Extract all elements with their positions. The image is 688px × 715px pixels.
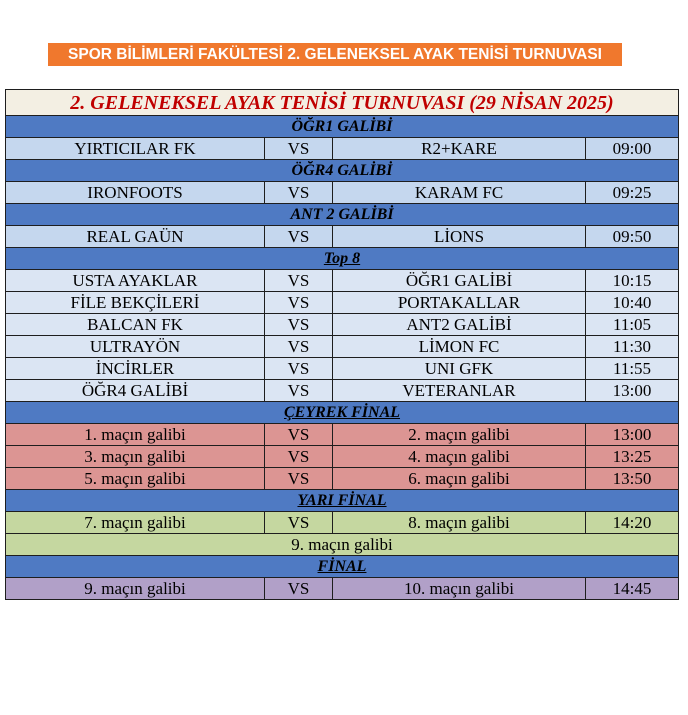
section-title bbox=[6, 248, 679, 270]
away-team: 10. maçın galibi bbox=[333, 578, 586, 600]
match-time: 10:40 bbox=[586, 292, 679, 314]
section-header-quarter-final bbox=[6, 402, 679, 424]
home-team: BALCAN FK bbox=[6, 314, 265, 336]
match-time: 14:45 bbox=[586, 578, 679, 600]
match-row bbox=[6, 424, 679, 446]
section-title-text: ÇEYREK FİNAL bbox=[283, 403, 401, 421]
match-time: 09:50 bbox=[586, 226, 679, 248]
vs-label: VS bbox=[265, 446, 333, 468]
section-title-text: Top 8 bbox=[323, 249, 361, 267]
vs-label: VS bbox=[265, 578, 333, 600]
away-team: 4. maçın galibi bbox=[333, 446, 586, 468]
away-team: ANT2 GALİBİ bbox=[333, 314, 586, 336]
match-time: 10:15 bbox=[586, 270, 679, 292]
match-row bbox=[6, 314, 679, 336]
match-time: 14:20 bbox=[586, 512, 679, 534]
section-title-text: FİNAL bbox=[317, 557, 367, 575]
vs-label: VS bbox=[265, 336, 333, 358]
away-team: R2+KARE bbox=[333, 138, 586, 160]
match-row bbox=[6, 138, 679, 160]
match-row bbox=[6, 226, 679, 248]
away-team: KARAM FC bbox=[333, 182, 586, 204]
tournament-title: 2. GELENEKSEL AYAK TENİSİ TURNUVASI (29 NİSAN 2025) bbox=[6, 90, 679, 116]
section-title bbox=[6, 402, 679, 424]
section-title: ÖĞR1 GALİBİ bbox=[6, 116, 679, 138]
vs-label: VS bbox=[265, 512, 333, 534]
home-team: 5. maçın galibi bbox=[6, 468, 265, 490]
match-row bbox=[6, 358, 679, 380]
vs-label: VS bbox=[265, 424, 333, 446]
home-team: ÖĞR4 GALİBİ bbox=[6, 380, 265, 402]
title-row bbox=[6, 90, 679, 116]
away-team: LİONS bbox=[333, 226, 586, 248]
match-row bbox=[6, 270, 679, 292]
away-team: PORTAKALLAR bbox=[333, 292, 586, 314]
home-team: 9. maçın galibi bbox=[6, 578, 265, 600]
match-time: 13:50 bbox=[586, 468, 679, 490]
home-team: FİLE BEKÇİLERİ bbox=[6, 292, 265, 314]
tournament-schedule-table bbox=[5, 89, 679, 600]
vs-label: VS bbox=[265, 380, 333, 402]
match-time: 09:25 bbox=[586, 182, 679, 204]
match-time: 13:00 bbox=[586, 424, 679, 446]
vs-label: VS bbox=[265, 292, 333, 314]
match-time: 09:00 bbox=[586, 138, 679, 160]
match-row bbox=[6, 446, 679, 468]
match-time: 11:55 bbox=[586, 358, 679, 380]
match-row bbox=[6, 336, 679, 358]
match-row bbox=[6, 380, 679, 402]
away-team: ÖĞR1 GALİBİ bbox=[333, 270, 586, 292]
section-header-ogr4 bbox=[6, 160, 679, 182]
vs-label: VS bbox=[265, 182, 333, 204]
home-team: İNCİRLER bbox=[6, 358, 265, 380]
away-team: LİMON FC bbox=[333, 336, 586, 358]
home-team: IRONFOOTS bbox=[6, 182, 265, 204]
home-team: USTA AYAKLAR bbox=[6, 270, 265, 292]
section-header-final bbox=[6, 556, 679, 578]
section-header-ogr1 bbox=[6, 116, 679, 138]
vs-label: VS bbox=[265, 314, 333, 336]
match-time: 13:00 bbox=[586, 380, 679, 402]
vs-label: VS bbox=[265, 358, 333, 380]
match-row bbox=[6, 512, 679, 534]
match-row bbox=[6, 578, 679, 600]
bye-row bbox=[6, 534, 679, 556]
away-team: 6. maçın galibi bbox=[333, 468, 586, 490]
match-time: 11:30 bbox=[586, 336, 679, 358]
section-title bbox=[6, 490, 679, 512]
match-time: 11:05 bbox=[586, 314, 679, 336]
vs-label: VS bbox=[265, 270, 333, 292]
away-team: VETERANLAR bbox=[333, 380, 586, 402]
section-title-text: YARI FİNAL bbox=[297, 491, 387, 509]
away-team: UNI GFK bbox=[333, 358, 586, 380]
home-team: YIRTICILAR FK bbox=[6, 138, 265, 160]
home-team: 3. maçın galibi bbox=[6, 446, 265, 468]
vs-label: VS bbox=[265, 468, 333, 490]
match-time: 13:25 bbox=[586, 446, 679, 468]
section-header-top8 bbox=[6, 248, 679, 270]
home-team: 1. maçın galibi bbox=[6, 424, 265, 446]
section-title: ÖĞR4 GALİBİ bbox=[6, 160, 679, 182]
away-team: 8. maçın galibi bbox=[333, 512, 586, 534]
section-title: ANT 2 GALİBİ bbox=[6, 204, 679, 226]
match-row bbox=[6, 292, 679, 314]
home-team: REAL GAÜN bbox=[6, 226, 265, 248]
section-header-semi-final bbox=[6, 490, 679, 512]
match-row bbox=[6, 468, 679, 490]
vs-label: VS bbox=[265, 138, 333, 160]
match-row bbox=[6, 182, 679, 204]
section-title bbox=[6, 556, 679, 578]
bye-team: 9. maçın galibi bbox=[6, 534, 679, 556]
faculty-banner: SPOR BİLİMLERİ FAKÜLTESİ 2. GELENEKSEL AYAK TENİSİ TURNUVASI bbox=[48, 43, 622, 66]
section-header-ant2 bbox=[6, 204, 679, 226]
away-team: 2. maçın galibi bbox=[333, 424, 586, 446]
home-team: ULTRAYÖN bbox=[6, 336, 265, 358]
home-team: 7. maçın galibi bbox=[6, 512, 265, 534]
vs-label: VS bbox=[265, 226, 333, 248]
